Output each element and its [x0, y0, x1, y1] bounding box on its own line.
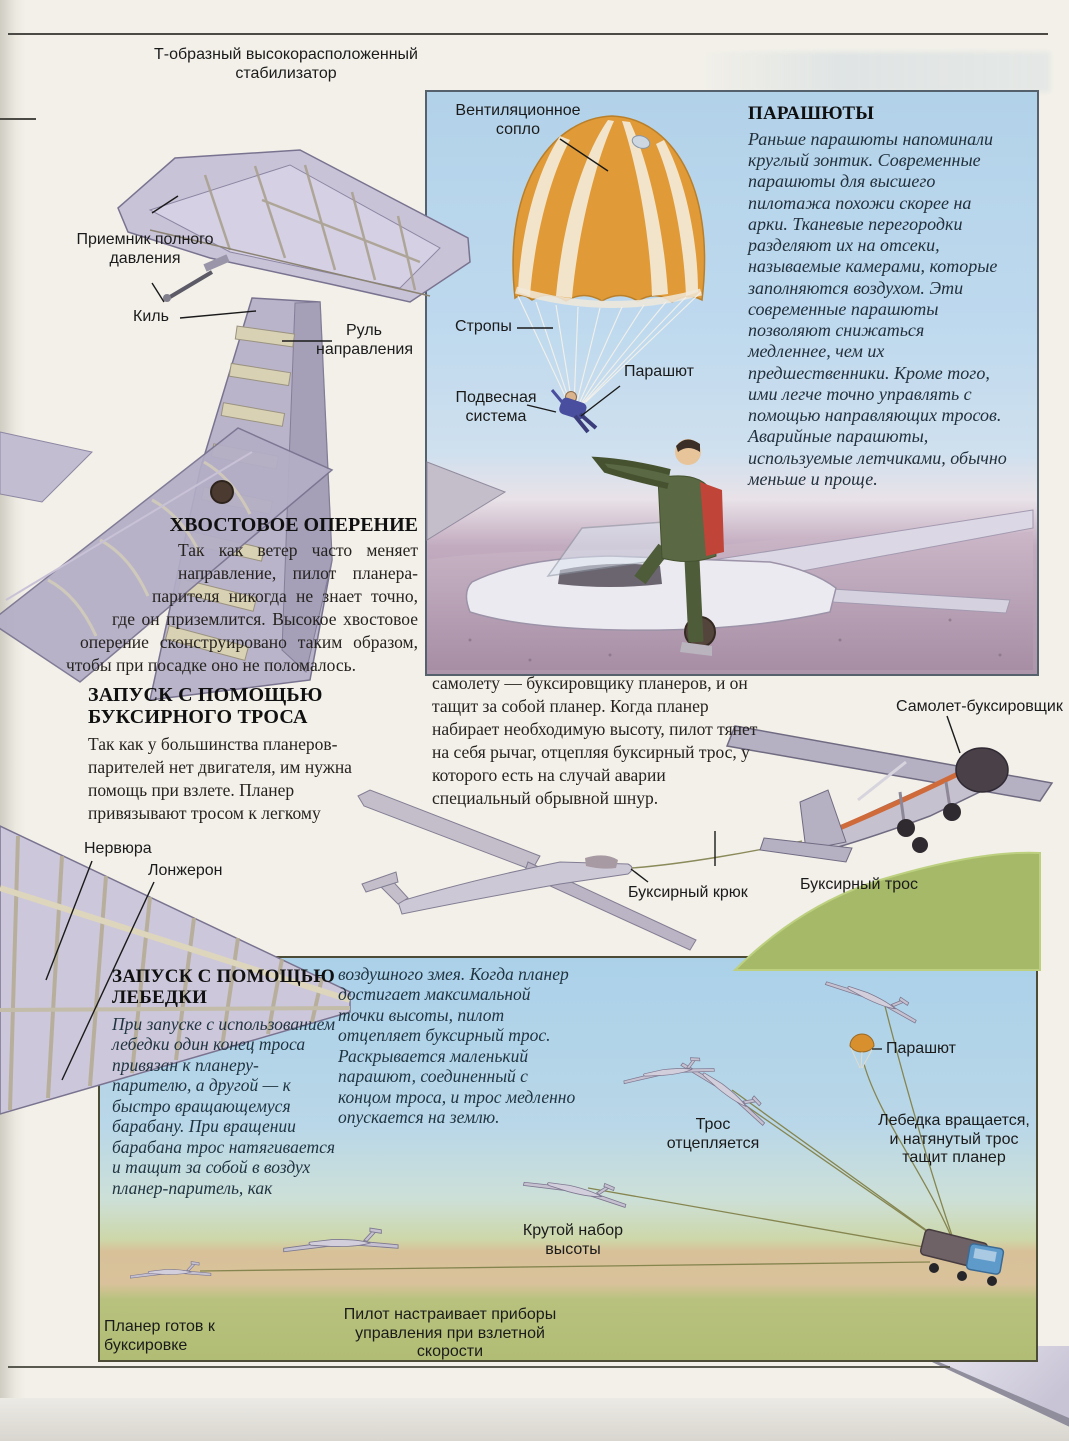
- top-rule: [8, 33, 1048, 35]
- vent-nozzle-label: Вентиляционное сопло: [455, 102, 581, 138]
- rib-label: Нервюра: [84, 840, 152, 857]
- tail-unit-heading: ХВОСТОВОЕ ОПЕРЕНИЕ: [169, 514, 418, 536]
- tail-unit-section: [66, 514, 418, 677]
- tow-hook-label: Буксирный крюк: [628, 884, 748, 901]
- spar-label: Лонжерон: [148, 862, 223, 879]
- tow-rope-label: Буксирный трос: [800, 876, 919, 893]
- tow-launch-body-continued: самолету — буксировщику планеров, и он тащит за собой планер. Когда планер набирает необходимую высоту, пилот тянет на себя рычаг, отцепляя буксирный трос, у которого есть на случай аварии специальный обрывной шнур.: [432, 673, 758, 808]
- tow-plane-label: Самолет-буксировщик: [896, 698, 1063, 715]
- cable-parachute: [850, 1034, 874, 1068]
- cable-release-label: Трос отцепляется: [666, 1116, 760, 1152]
- winch-heading: ЗАПУСК С ПОМОЩЬЮ ЛЕБЕДКИ: [112, 966, 336, 1009]
- parachutes-body: Раньше парашюты напоминали круглый зонтик. Современные парашюты для высшего пилотажа похожи скорее на арки. Тканевые перегородки разделяют их на отсеки, называемые камерами, которые заполняются воздухом. Эти современные парашюты позволяют снижаться медленнее, чем их предшественники. Кроме того, ими легче точно управлять с помощью направляющих тросов. Аварийные парашюты, используемые летчиками, обычно меньше и проще.: [748, 129, 1007, 489]
- harness-label: Подвесная система: [455, 389, 537, 425]
- left-edge-mark: [0, 118, 36, 120]
- skydiver-figure: [552, 390, 596, 432]
- winch-col1: При запуске с использованием лебедки один конец троса привязан к планеру-парителю, а другой — к быстро вращающемуся барабану. При вращении барабана трос натягивается и тащит за собой в воздух планер-паритель, как: [112, 1014, 336, 1198]
- tail-unit-body: Так как ветер часто меняет направление, пилот планера-парителя никогда не знает точно, где он приземлится. Высокое хвостовое оперение сконструировано таким образом, чтобы при посадке оно не поломалось.: [66, 540, 418, 675]
- pitot-label: Приемник полного давления: [76, 231, 214, 267]
- fin-label: Киль: [133, 308, 169, 325]
- tow-plane: [727, 726, 1052, 862]
- bottom-rule: [8, 1366, 950, 1368]
- canopy-label: Парашют: [624, 363, 695, 380]
- steep-climb-label: Крутой набор высоты: [522, 1222, 624, 1258]
- winch-col2: воздушного змея. Когда планер достигает максимальной точки высоты, пилот отцепляет буксирный трос. Раскрывается маленький парашют, соединенный с концом троса, и трос медленно опускается на землю.: [338, 964, 576, 1128]
- tow-launch-body: Так как у большинства планеров-парителей нет двигателя, им нужна помощь при взлете. Планер привязывают тросом к легкому: [88, 734, 352, 823]
- rudder-label: Руль направления: [316, 322, 413, 358]
- stabilizer-label: Т-образный высокорасположенный стабилизатор: [154, 46, 418, 82]
- glider-ready-label: Планер готов к буксировке: [104, 1318, 215, 1354]
- winch-truck: [920, 1229, 1004, 1286]
- tow-launch-heading: ЗАПУСК С ПОМОЩЬЮ БУКСИРНОГО ТРОСА: [88, 684, 323, 729]
- shroud-lines-label: Стропы: [455, 318, 512, 335]
- parachutes-heading: ПАРАШЮТЫ: [748, 103, 875, 124]
- winch-turning-label: Лебедка вращается, и натянутый трос тащит планер: [878, 1112, 1030, 1167]
- pilot-setup-label: Пилот настраивает приборы управления при взлетной скорости: [343, 1306, 557, 1361]
- winch-parachute-label: Парашют: [886, 1040, 957, 1057]
